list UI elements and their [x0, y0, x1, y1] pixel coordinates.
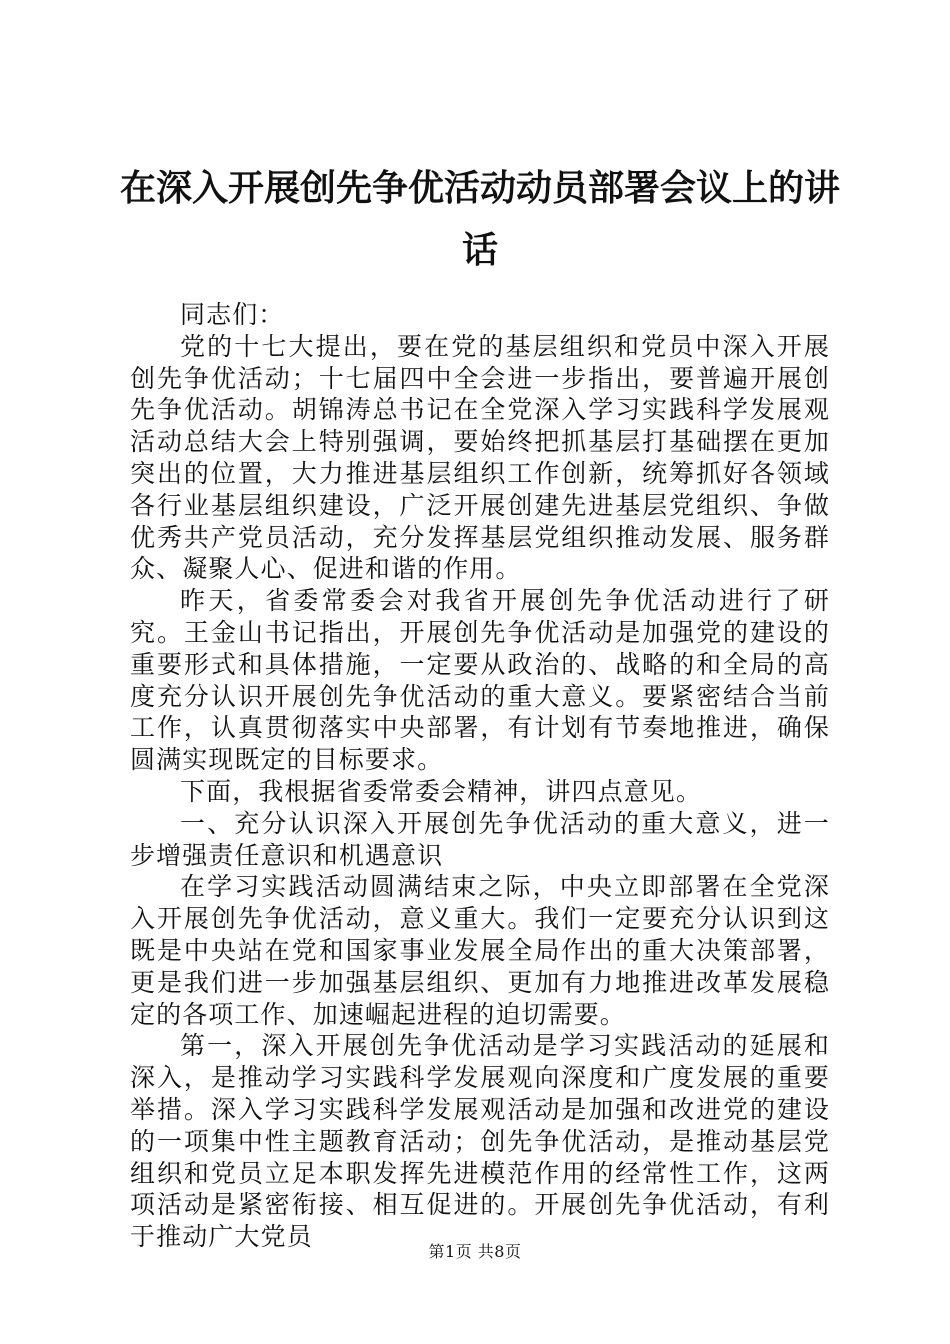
paragraph: 党的十七大提出，要在党的基层组织和党员中深入开展创先争优活动；十七届四中全会进一步指出，要普遍开展创先争优活动。胡锦涛总书记在全党深入学习实践科学发展观活动总结大会上特别强调，要始终把抓基层打基础摆在更加突出的位置，大力推进基层组织工作创新，统筹抓好各领域各行业基层组织建设，广泛开展创建先进基层党组织、争做优秀共产党员活动，充分发挥基层党组织推动发展、服务群众、凝聚人心、促进和谐的作用。: [130, 331, 830, 584]
paragraph: 昨天，省委常委会对我省开展创先争优活动进行了研究。王金山书记指出，开展创先争优活动是加强党的建设的重要形式和具体措施，一定要从政治的、战略的和全局的高度充分认识开展创先争优活动的重大意义。要紧密结合当前工作，认真贯彻落实中央部署，有计划有节奏地推进，确保圆满实现既定的目标要求。: [130, 586, 830, 775]
document-title: 在深入开展创先争优活动动员部署会议上的讲话: [120, 168, 841, 271]
paragraph: 在学习实践活动圆满结束之际，中央立即部署在全党深入开展创先争优活动，意义重大。我们一定要充分认识到这既是中央站在党和国家事业发展全局作出的重大决策部署，更是我们进一步加强基层组织、更加有力地推进改革发展稳定的各项工作、加速崛起进程的迫切需要。: [130, 872, 830, 1029]
paragraph: 下面，我根据省委常委会精神，讲四点意见。: [180, 776, 703, 806]
document-body: [130, 299, 830, 1253]
paragraph: 第一，深入开展创先争优活动是学习实践活动的延展和深入，是推动学习实践科学发展观向深度和广度发展的重要举措。深入学习实践科学发展观活动是加强和改进党的建设的一项集中性主题教育活动；创先争优活动，是推动基层党组织和党员立足本职发挥先进模范作用的经常性工作，这两项活动是紧密衔接、相互促进的。开展创先争优活动，有利于推动广大党员: [130, 1031, 830, 1252]
page-number-footer: 第1页 共8页: [428, 1242, 522, 1261]
section-heading: 一、充分认识深入开展创先争优活动的重大意义，进一步增强责任意识和机遇意识: [130, 808, 830, 870]
salutation: 同志们：: [180, 300, 285, 329]
